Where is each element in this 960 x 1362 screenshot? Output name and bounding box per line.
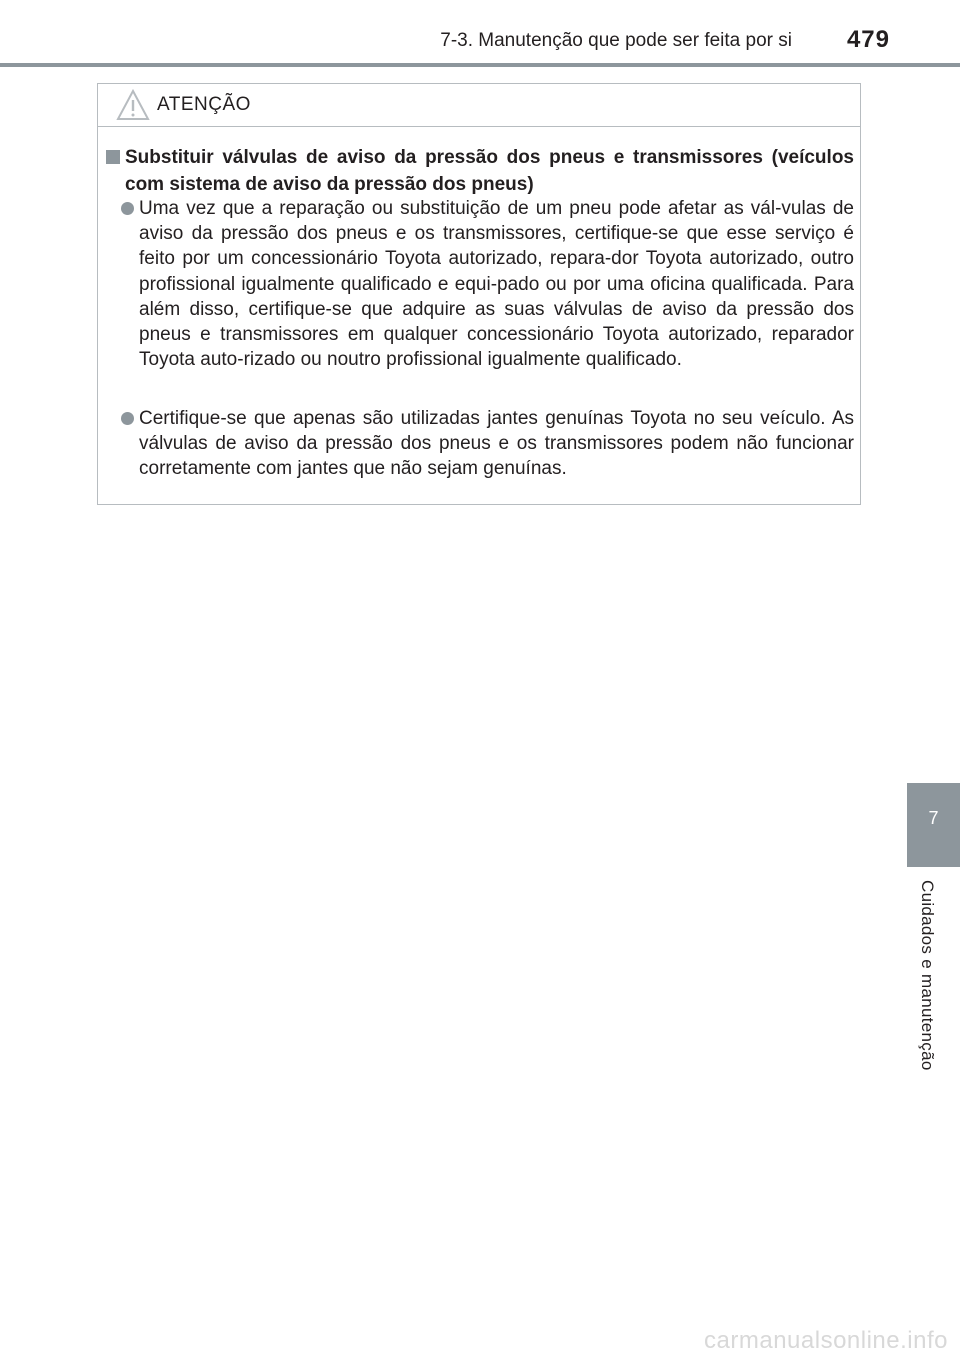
warning-label: ATENÇÃO — [157, 94, 251, 115]
list-item — [120, 406, 854, 482]
page-number: 479 — [846, 26, 890, 53]
chapter-number: 7 — [928, 808, 939, 828]
section-title: 7-3. Manutenção que pode ser feita por si — [440, 30, 792, 51]
warning-box — [97, 83, 861, 505]
warning-triangle-icon — [116, 89, 150, 121]
circle-bullet-icon — [121, 202, 134, 215]
chapter-tab — [907, 783, 960, 867]
list-item — [120, 196, 854, 372]
circle-bullet-icon — [121, 412, 134, 425]
list-item-text: Certifique-se que apenas são utilizadas jantes genuínas Toyota no seu veículo. As válvulas de aviso da pressão dos pneus e os transmissores podem não funcionar corretamente com jantes que não sejam genuínas. — [139, 408, 854, 480]
list-item-text: Uma vez que a reparação ou substituição de um pneu pode afetar as vál-vulas de aviso da pressão dos pneus e os transmissores, certifique-se que esse serviço é feito por um concessionário Toyota autorizado, repara-dor Toyota autorizado, outro profissional igualmente qualificado e equi-pado ou por uma oficina qualificada. Para além disso, certifique-se que adquire as suas válvulas de aviso da pressão dos pneus e transmissores em qualquer concessionário Toyota autorizado, reparador Toyota auto-rizado ou noutro profissional igualmente qualificado. — [139, 198, 854, 371]
header-rule — [0, 63, 960, 67]
heading-text: Substituir válvulas de aviso da pressão dos pneus e transmissores (veículos com sistema de aviso da pressão dos pneus) — [125, 147, 854, 195]
section-heading — [106, 144, 854, 198]
watermark: carmanualsonline.info — [704, 1327, 948, 1354]
warning-header — [98, 84, 860, 127]
square-bullet-icon — [106, 150, 120, 164]
chapter-title: Cuidados e manutenção — [918, 880, 937, 1071]
